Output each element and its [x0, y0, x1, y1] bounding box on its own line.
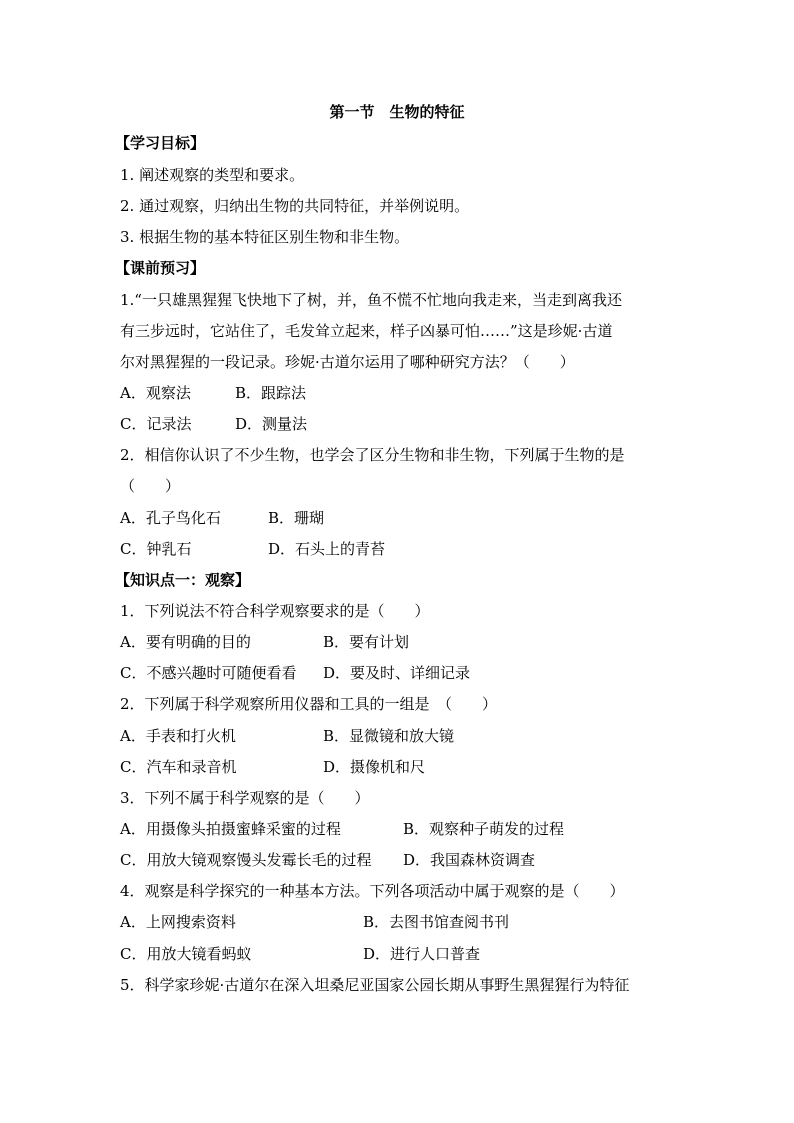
- option: C．用放大镜观察馒头发霉长毛的过程: [120, 851, 372, 869]
- option: C．记录法: [120, 415, 192, 433]
- knowledge-point-heading: 【知识点一：观察】: [115, 571, 251, 589]
- option: C．钟乳石: [120, 540, 192, 558]
- goal-item: 1. 阐述观察的类型和要求。: [120, 166, 305, 184]
- option: B．显微镜和放大镜: [323, 727, 455, 745]
- goal-item: 2. 通过观察，归纳出生物的共同特征，并举例说明。: [120, 197, 470, 215]
- option: D．要及时、详细记录: [323, 664, 471, 682]
- question-text: 2．下列属于科学观察所用仪器和工具的一组是 （ ）: [120, 695, 498, 713]
- goals-heading: 【学习目标】: [115, 134, 206, 152]
- option: D．测量法: [235, 415, 308, 433]
- option: C．汽车和录音机: [120, 758, 237, 776]
- question-text: 1．下列说法不符合科学观察要求的是（ ）: [120, 602, 430, 620]
- option: B．跟踪法: [235, 384, 307, 402]
- question-text: 1.“一只雄黑猩猩飞快地下了树，并，鱼不慌不忙地向我走来，当走到离我还: [120, 291, 622, 309]
- option: B．观察种子萌发的过程: [403, 820, 565, 838]
- question-text: 尔对黑猩猩的一段记录。珍妮·古道尔运用了哪种研究方法？（ ）: [120, 353, 575, 371]
- question-text: 4．观察是科学探究的一种基本方法。下列各项活动中属于观察的是（ ）: [120, 882, 625, 900]
- option: C．不感兴趣时可随便看看: [120, 664, 297, 682]
- option: D．石头上的青苔: [268, 540, 386, 558]
- option: A．要有明确的目的: [120, 633, 251, 651]
- option: B．去图书馆查阅书刊: [363, 913, 510, 931]
- question-text: 3．下列不属于科学观察的是（ ）: [120, 789, 370, 807]
- question-text: （ ）: [120, 477, 181, 495]
- option: B．珊瑚: [268, 509, 325, 527]
- option: A．上网搜索资料: [120, 913, 236, 931]
- preview-heading: 【课前预习】: [115, 259, 206, 277]
- option: B．要有计划: [323, 633, 410, 651]
- question-text: 5．科学家珍妮·古道尔在深入坦桑尼亚国家公园长期从事野生黑猩猩行为特征: [120, 976, 630, 994]
- option: A．用摄像头拍摄蜜蜂采蜜的过程: [120, 820, 341, 838]
- option: C．用放大镜看蚂蚁: [120, 945, 252, 963]
- question-text: 2．相信你认识了不少生物，也学会了区分生物和非生物，下列属于生物的是: [120, 446, 625, 464]
- option: D．摄像机和尺: [323, 758, 426, 776]
- goal-item: 3. 根据生物的基本特征区别生物和非生物。: [120, 228, 410, 246]
- page-title: 第一节 生物的特征: [329, 103, 465, 121]
- option: D．进行人口普查: [363, 945, 481, 963]
- option: A．手表和打火机: [120, 727, 236, 745]
- option: A．观察法: [120, 384, 191, 402]
- question-text: 有三步远时，它站住了，毛发耸立起来，样子凶暴可怕……”这是珍妮·古道: [120, 322, 613, 340]
- option: D．我国森林资调查: [403, 851, 536, 869]
- option: A．孔子鸟化石: [120, 509, 221, 527]
